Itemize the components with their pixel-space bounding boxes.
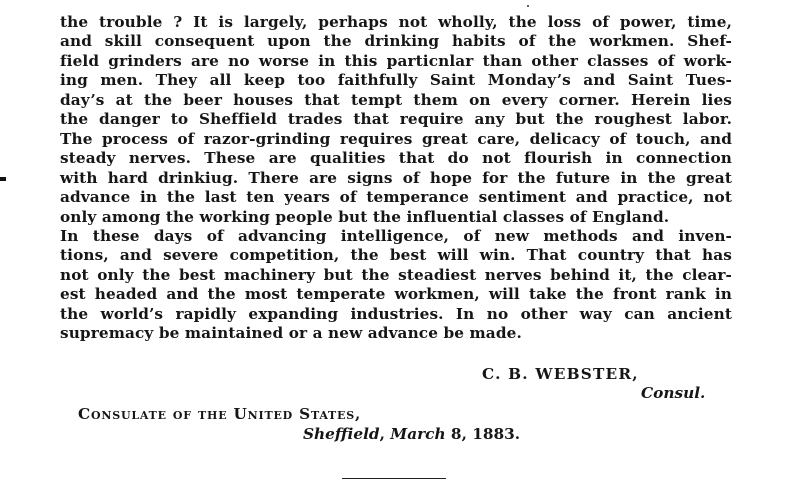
- text-line: not only the best machinery but the steadiest nerves behind it, the clear-: [60, 265, 732, 284]
- text-line: the world’s rapidly expanding industries. In no other way can ancient: [60, 304, 732, 323]
- text-line: day’s at the beer houses that tempt them on every corner. Herein lies: [60, 90, 732, 109]
- consulate-heading: Consulate of the United States,: [78, 405, 362, 423]
- signature-title: Consul.: [641, 384, 706, 402]
- text-line: supremacy be maintained or a new advance be made.: [60, 324, 522, 343]
- text-line: est headed and the most temperate workmen, will take the front rank in: [60, 285, 732, 304]
- signature-name: C. B. WEBSTER,: [482, 365, 639, 383]
- text-line: and skill consequent upon the drinking habits of the workmen. Shef-: [60, 32, 732, 51]
- dateline-place: Sheffield: [303, 425, 380, 443]
- text-line: with hard drinkiug. There are signs of hope for the future in the great: [60, 168, 732, 187]
- section-divider: [342, 478, 446, 479]
- dateline-separator: ,: [379, 425, 391, 443]
- page-speck: [527, 5, 529, 7]
- text-line: advance in the last ten years of temperance sentiment and practice, not: [60, 188, 732, 207]
- text-line: tions, and severe competition, the best will win. That country that has: [60, 246, 732, 265]
- text-line: The process of razor-grinding requires great care, delicacy of touch, and: [60, 129, 732, 148]
- dateline-month: March: [390, 425, 446, 443]
- text-line: ing men. They all keep too faithfully Saint Monday’s and Saint Tues-: [60, 71, 732, 90]
- text-line: the danger to Sheffield trades that require any but the roughest labor.: [60, 110, 732, 129]
- text-line: the trouble ? It is largely, perhaps not wholly, the loss of power, time,: [60, 13, 732, 31]
- text-line: only among the working people but the influential classes of England.: [60, 207, 670, 226]
- margin-mark: [0, 177, 6, 181]
- text-line: steady nerves. These are qualities that do not flourish in connection: [60, 149, 732, 168]
- dateline-day-year: 8, 1883.: [445, 425, 521, 443]
- text-line: field grinders are no worse in this particnlar than other classes of work-: [60, 51, 732, 70]
- dateline: [303, 425, 520, 443]
- text-line: In these days of advancing intelligence, of new methods and inven-: [60, 226, 732, 245]
- letter-body: [60, 13, 732, 344]
